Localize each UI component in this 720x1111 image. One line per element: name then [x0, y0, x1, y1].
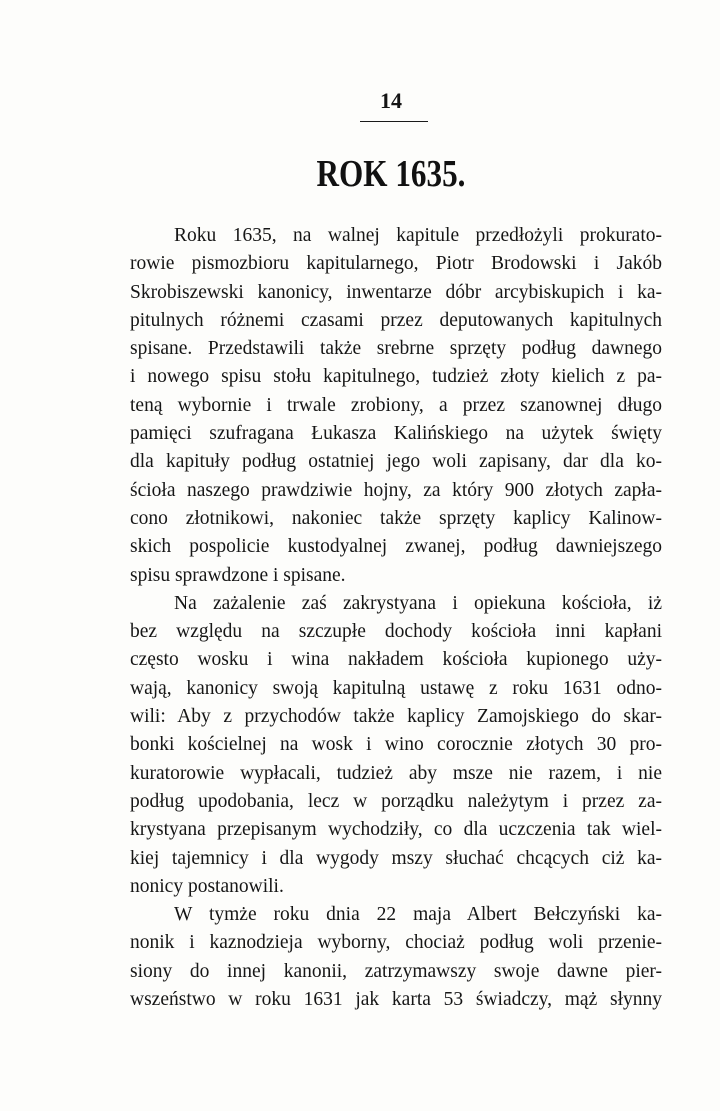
text-line: kiej tajemnicy i dla wygody mszy słuchać chcących ciż ka-	[130, 847, 662, 869]
text-line: Roku 1635, na walnej kapitule przedłożyli prokurato-	[174, 225, 662, 246]
text-line: wszeństwo w roku 1631 jak karta 53 świadczy, mąż słynny	[130, 989, 662, 1011]
text-line: W tymże roku dnia 22 maja Albert Bełczyński ka-	[174, 904, 662, 926]
text-line: wili: Aby z przychodów także kaplicy Zamojskiego do skar-	[130, 706, 662, 728]
text-line: cono złotnikowi, nakoniec także sprzęty kaplicy Kalinow-	[130, 507, 662, 529]
text-line: Na zażalenie zaś zakrystyana i opiekuna kościoła, iż	[174, 592, 662, 614]
text-line: krystyana przepisanym wychodziły, co dla uczczenia tak wiel-	[130, 819, 662, 841]
text-line: pitulnych różnemi czasami przez deputowanych kapitulnych	[130, 309, 662, 331]
page-number: 14	[380, 88, 402, 113]
text-line: teną wybornie i trwale zrobiony, a przez szanownej długo	[130, 394, 662, 416]
text-line: bonki kościelnej na wosk i wino corocznie złotych 30 pro-	[130, 734, 662, 756]
text-line: nonik i kaznodzieja wyborny, chociaż podług woli przenie-	[130, 932, 662, 954]
text-line: Skrobiszewski kanonicy, inwentarze dóbr arcybiskupich i ka-	[130, 281, 662, 303]
text-line: ścioła naszego prawdziwie hojny, za który 900 złotych zapła-	[130, 479, 662, 501]
chapter-heading: ROK 1635.	[316, 153, 466, 195]
text-line: bez względu na szczupłe dochody kościoła inni kapłani	[130, 621, 662, 643]
text-line: dla kapituły podług ostatniej jego woli zapisany, dar dla ko-	[130, 451, 662, 473]
text-line: rowie pismozbioru kapitularnego, Piotr Brodowski i Jakób	[130, 253, 662, 275]
text-line: spisu sprawdzone i spisane.	[130, 564, 346, 586]
text-line: siony do innej kanonii, zatrzymawszy swoje dawne pier-	[130, 960, 662, 982]
text-line: podług upodobania, lecz w porządku należytym i przez za-	[130, 790, 662, 812]
body-text	[130, 222, 662, 1014]
text-line: pamięci szufragana Łukasza Kalińskiego na użytek święty	[130, 423, 662, 445]
page-number-rule	[360, 121, 428, 122]
text-line: spisane. Przedstawili także srebrne sprzęty podług dawnego	[130, 338, 662, 360]
text-line: wają, kanonicy swoją kapitulną ustawę z roku 1631 odno-	[130, 677, 662, 699]
text-line: często wosku i wina nakładem kościoła kupionego uży-	[130, 649, 662, 671]
text-line: skich pospolicie kustodyalnej zwanej, podług dawniejszego	[130, 536, 662, 558]
text-line: nonicy postanowili.	[130, 875, 284, 897]
text-line: kuratorowie wypłacali, tudzież aby msze nie razem, i nie	[130, 762, 662, 784]
text-line: i nowego spisu stołu kapitulnego, tudzież złoty kielich z pa-	[130, 366, 662, 388]
